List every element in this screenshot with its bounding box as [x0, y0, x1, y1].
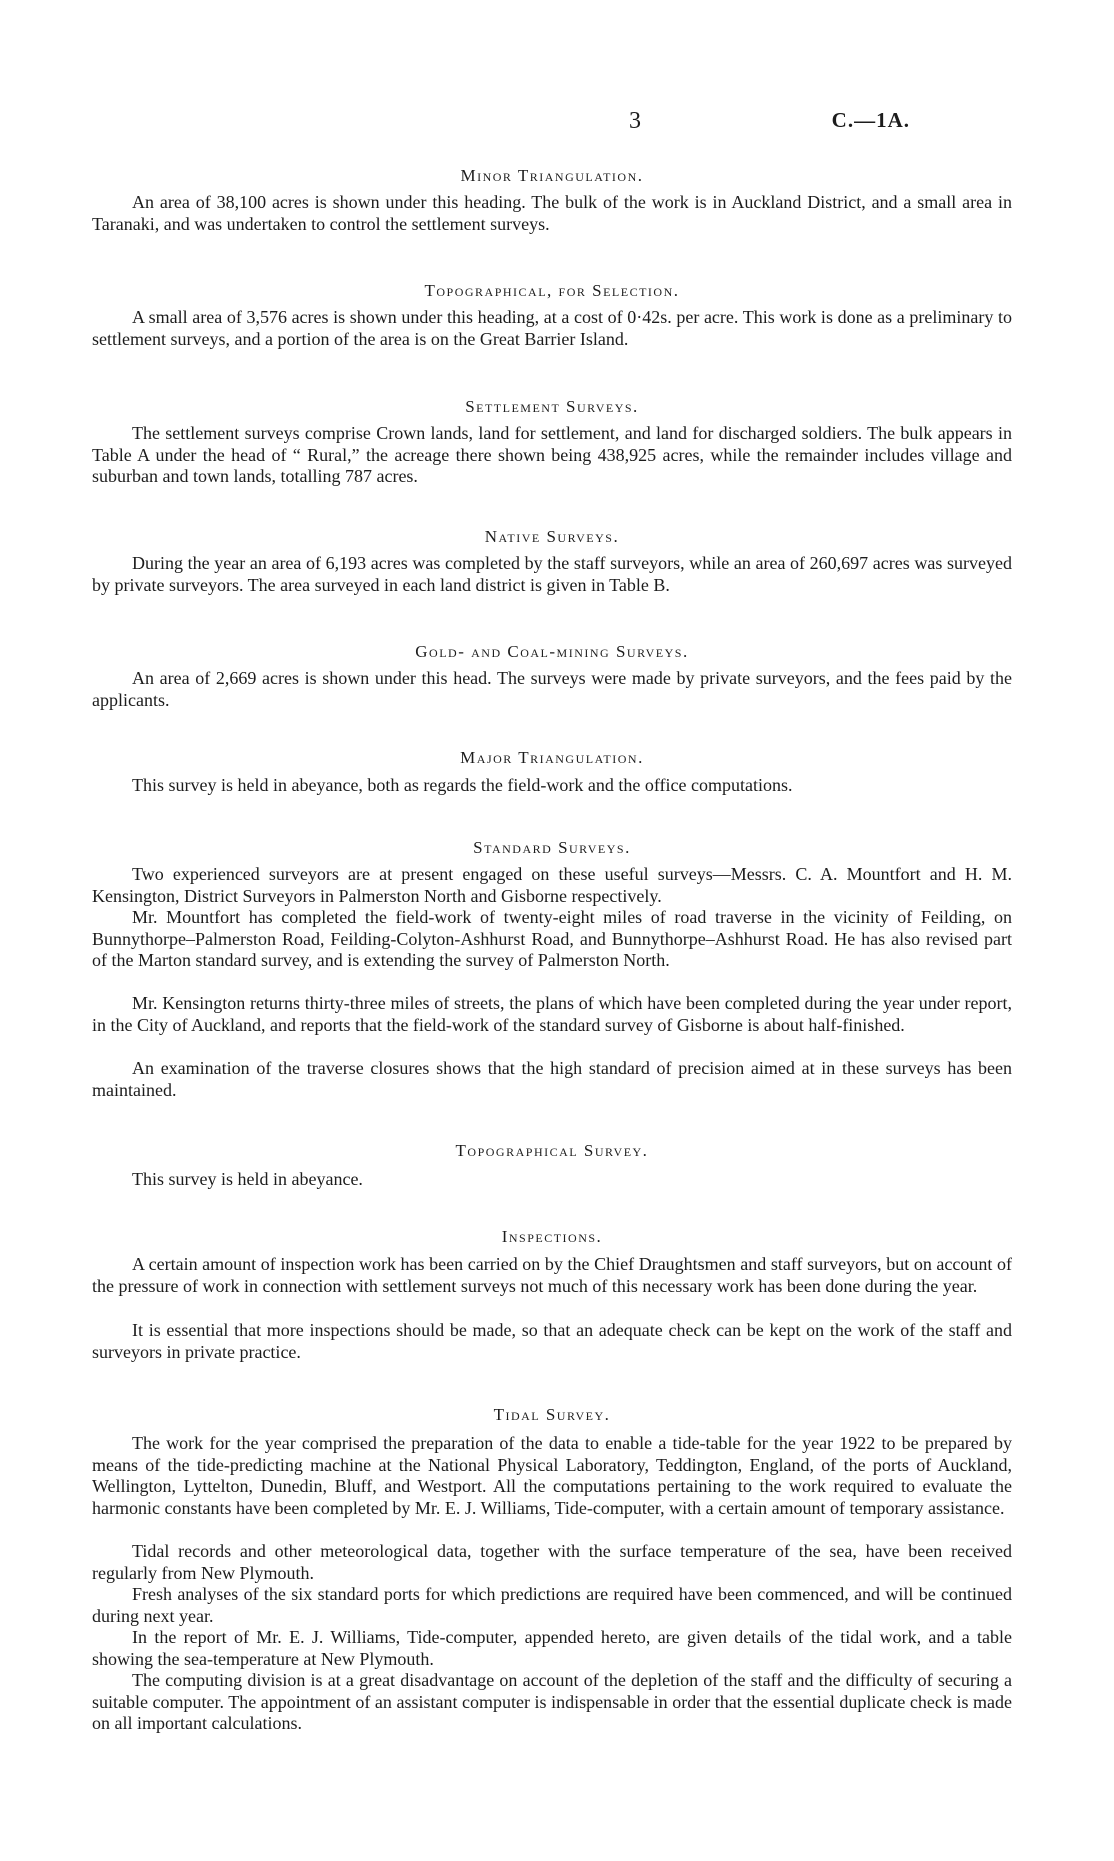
document-reference: C.—1A. — [831, 108, 910, 132]
paragraph: Mr. Mountfort has completed the field-work of twenty-eight miles of road traverse in the vicinity of Feilding, on Bunnythorpe–Palmerston Road, Feilding-Colyton-Ashhurst Road, and Bunnythorpe–Ashhurst Road. He has also revised part of the Marton standard survey, and is extending the survey of Palmerston North. — [92, 907, 1012, 970]
paragraph: In the report of Mr. E. J. Williams, Tide-computer, appended hereto, are given details of the tidal work, and a table showing the sea-temperature at New Plymouth. — [92, 1627, 1012, 1669]
section-title-standard-surveys: Standard Surveys. — [473, 838, 631, 857]
section-title-settlement-surveys: Settlement Surveys. — [465, 397, 639, 416]
paragraph: The computing division is at a great disadvantage on account of the depletion of the staff and the difficulty of securing a suitable computer. The appointment of an assistant computer is indispensable in order that the essential duplicate check is made on all important calculations. — [92, 1670, 1012, 1733]
paragraph: During the year an area of 6,193 acres was completed by the staff surveyors, while an area of 260,697 acres was surveyed by private surveyors. The area surveyed in each land district is given in Table B. — [92, 553, 1012, 595]
section-title-minor-triangulation: Minor Triangulation. — [460, 166, 644, 185]
paragraph: It is essential that more inspections should be made, so that an adequate check can be kept on the work of the staff and surveyors in private practice. — [92, 1320, 1012, 1362]
page-number: 3 — [629, 108, 641, 134]
paragraph: A small area of 3,576 acres is shown under this heading, at a cost of 0·42s. per acre. This work is done as a preliminary to settlement surveys, and a portion of the area is on the Great Barrier Island. — [92, 307, 1012, 349]
paragraph: An area of 38,100 acres is shown under this heading. The bulk of the work is in Auckland District, and a small area in Taranaki, and was undertaken to control the settlement surveys. — [92, 192, 1012, 234]
section-title-major-triangulation: Major Triangulation. — [460, 748, 644, 767]
paragraph: This survey is held in abeyance, both as regards the field-work and the office computations. — [132, 775, 793, 795]
section-title-tidal-survey: Tidal Survey. — [493, 1405, 611, 1424]
paragraph: An examination of the traverse closures shows that the high standard of precision aimed at in these surveys has been maintained. — [92, 1058, 1012, 1100]
section-title-inspections: Inspections. — [501, 1227, 603, 1246]
paragraph: An area of 2,669 acres is shown under this head. The surveys were made by private surveyors, and the fees paid by the applicants. — [92, 668, 1012, 710]
paragraph: Tidal records and other meteorological data, together with the surface temperature of the sea, have been received regularly from New Plymouth. — [92, 1541, 1012, 1583]
paragraph: Two experienced surveyors are at present engaged on these useful surveys—Messrs. C. A. Mountfort and H. M. Kensington, District Surveyors in Palmerston North and Gisborne respectively. — [92, 864, 1012, 906]
paragraph: Fresh analyses of the six standard ports for which predictions are required have been commenced, and will be continued during next year. — [92, 1584, 1012, 1626]
section-title-topographical-survey: Topographical Survey. — [455, 1141, 649, 1160]
paragraph: The work for the year comprised the preparation of the data to enable a tide-table for the year 1922 to be prepared by means of the tide-predicting machine at the National Physical Laboratory, Teddington, England, of the ports of Auckland, Wellington, Lyttelton, Dunedin, Bluff, and Westport. All the computations pertaining to the work required to evaluate the harmonic constants have been completed by Mr. E. J. Williams, Tide-computer, with a certain amount of temporary assistance. — [92, 1433, 1012, 1518]
paragraph: The settlement surveys comprise Crown lands, land for settlement, and land for discharged soldiers. The bulk appears in Table A under the head of “ Rural,” the acreage there shown being 438,925 acres, while the remainder includes village and suburban and town lands, totalling 787 acres. — [92, 423, 1012, 486]
paragraph: A certain amount of inspection work has been carried on by the Chief Draughtsmen and staff surveyors, but on account of the pressure of work in connection with settlement surveys not much of this necessary work has been done during the year. — [92, 1254, 1012, 1296]
section-title-topographical-selection: Topographical, for Selection. — [424, 281, 680, 300]
section-title-gold-coal-mining: Gold- and Coal-mining Surveys. — [415, 642, 689, 661]
paragraph: This survey is held in abeyance. — [132, 1169, 363, 1189]
section-title-native-surveys: Native Surveys. — [484, 527, 620, 546]
paragraph: Mr. Kensington returns thirty-three miles of streets, the plans of which have been completed during the year under report, in the City of Auckland, and reports that the field-work of the standard survey of Gisborne is about half-finished. — [92, 993, 1012, 1035]
